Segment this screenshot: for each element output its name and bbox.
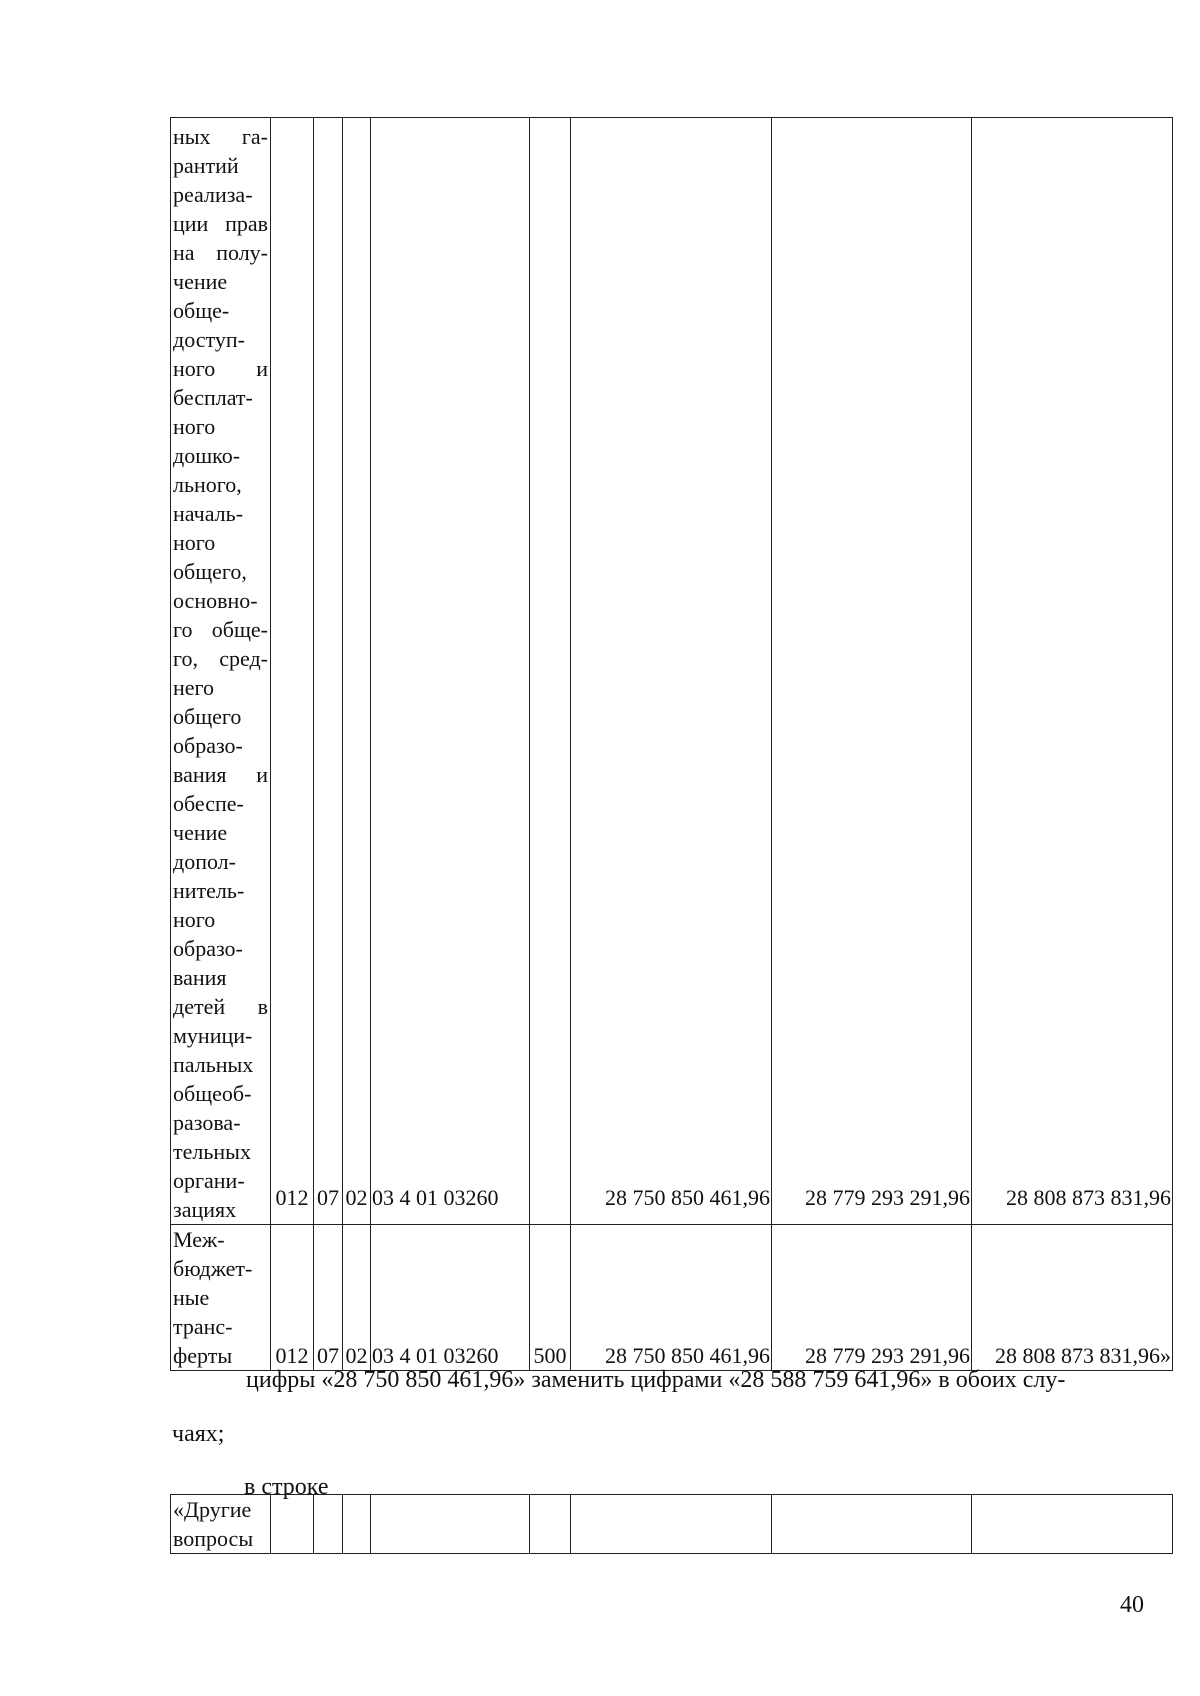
subsection-code-cell: 02 bbox=[343, 118, 371, 1225]
name-line: «Другие bbox=[173, 1497, 252, 1522]
name-line: чение bbox=[173, 269, 228, 294]
section-code-cell: 07 bbox=[314, 1225, 343, 1371]
name-line: на полу- bbox=[173, 240, 268, 265]
budget-table-bottom bbox=[170, 1494, 1173, 1554]
name-line: ферты bbox=[173, 1343, 233, 1368]
name-line: образо- bbox=[173, 936, 243, 961]
name-text bbox=[173, 118, 268, 1224]
expense-type-cell bbox=[530, 1495, 571, 1554]
sum-2020-cell: 28 750 850 461,96 bbox=[571, 1225, 772, 1371]
budget-table-top bbox=[170, 117, 1173, 1371]
sum-2022-cell: 28 808 873 831,96 bbox=[972, 118, 1173, 1225]
name-line: ного bbox=[173, 414, 216, 439]
table-row bbox=[171, 118, 1173, 1225]
name-line: рантий bbox=[173, 153, 239, 178]
name-line: него bbox=[173, 675, 215, 700]
name-text bbox=[173, 1495, 268, 1553]
name-text bbox=[173, 1225, 268, 1370]
name-line: ции прав bbox=[173, 211, 268, 236]
name-line: бюджет- bbox=[173, 1256, 253, 1281]
table-row bbox=[171, 1225, 1173, 1371]
name-line: нитель- bbox=[173, 878, 245, 903]
target-article-cell: 03 4 01 03260 bbox=[371, 1225, 530, 1371]
name-line: тельных bbox=[173, 1139, 251, 1164]
name-line: вания и bbox=[173, 762, 268, 787]
name-line: ных га- bbox=[173, 124, 268, 149]
name-line: ные bbox=[173, 1285, 210, 1310]
name-line: ного bbox=[173, 530, 216, 555]
target-article-cell: 03 4 01 03260 bbox=[371, 118, 530, 1225]
expense-type-cell: 500 bbox=[530, 1225, 571, 1371]
name-line: детей в bbox=[173, 994, 268, 1019]
name-line: началь- bbox=[173, 501, 244, 526]
sum-2022-cell bbox=[972, 1495, 1173, 1554]
ministry-code-cell: 012 bbox=[271, 1225, 314, 1371]
sum-2020-cell: 28 750 850 461,96 bbox=[571, 118, 772, 1225]
name-line: допол- bbox=[173, 849, 236, 874]
name-line: обеспе- bbox=[173, 791, 244, 816]
name-line: льного, bbox=[173, 472, 242, 497]
name-line: дошко- bbox=[173, 443, 241, 468]
name-line: доступ- bbox=[173, 327, 245, 352]
sum-2022-cell: 28 808 873 831,96» bbox=[972, 1225, 1173, 1371]
ministry-code-cell bbox=[271, 1495, 314, 1554]
target-article-cell bbox=[371, 1495, 530, 1554]
subsection-code-cell bbox=[343, 1495, 371, 1554]
replacement-instruction-line-2: чаях; bbox=[172, 1421, 225, 1447]
name-line: ного и bbox=[173, 356, 268, 381]
name-line: Меж- bbox=[173, 1227, 225, 1252]
name-line: образо- bbox=[173, 733, 243, 758]
name-line: муници- bbox=[173, 1023, 253, 1048]
name-line: обще- bbox=[173, 298, 230, 323]
name-line: общего bbox=[173, 704, 242, 729]
name-line: органи- bbox=[173, 1168, 245, 1193]
in-row-label: в строке bbox=[244, 1474, 329, 1500]
subsection-code-cell: 02 bbox=[343, 1225, 371, 1371]
name-line: общего, bbox=[173, 559, 247, 584]
name-line: вопросы bbox=[173, 1526, 254, 1551]
name-line: реализа- bbox=[173, 182, 253, 207]
expense-type-cell bbox=[530, 118, 571, 1225]
name-line: го, сред- bbox=[173, 646, 268, 671]
name-cell bbox=[171, 1225, 271, 1371]
sum-2020-cell bbox=[571, 1495, 772, 1554]
section-code-cell: 07 bbox=[314, 118, 343, 1225]
name-line: зациях bbox=[173, 1197, 237, 1222]
name-line: разова- bbox=[173, 1110, 241, 1135]
section-code-cell bbox=[314, 1495, 343, 1554]
name-line: го обще- bbox=[173, 617, 268, 642]
ministry-code-cell: 012 bbox=[271, 118, 314, 1225]
name-cell bbox=[171, 1495, 271, 1554]
table-row bbox=[171, 1495, 1173, 1554]
name-line: основно- bbox=[173, 588, 258, 613]
replacement-instruction-line-1: цифры «28 750 850 461,96» заменить цифрами «28 588 759 641,96» в обоих слу- bbox=[246, 1367, 1066, 1393]
sum-2021-cell: 28 779 293 291,96 bbox=[772, 1225, 972, 1371]
sum-2021-cell bbox=[772, 1495, 972, 1554]
name-cell bbox=[171, 118, 271, 1225]
name-line: вания bbox=[173, 965, 227, 990]
name-line: транс- bbox=[173, 1314, 233, 1339]
name-line: ного bbox=[173, 907, 216, 932]
name-line: общеоб- bbox=[173, 1081, 252, 1106]
name-line: пальных bbox=[173, 1052, 254, 1077]
sum-2021-cell: 28 779 293 291,96 bbox=[772, 118, 972, 1225]
name-line: бесплат- bbox=[173, 385, 253, 410]
page-number: 40 bbox=[1120, 1592, 1144, 1618]
name-line: чение bbox=[173, 820, 228, 845]
